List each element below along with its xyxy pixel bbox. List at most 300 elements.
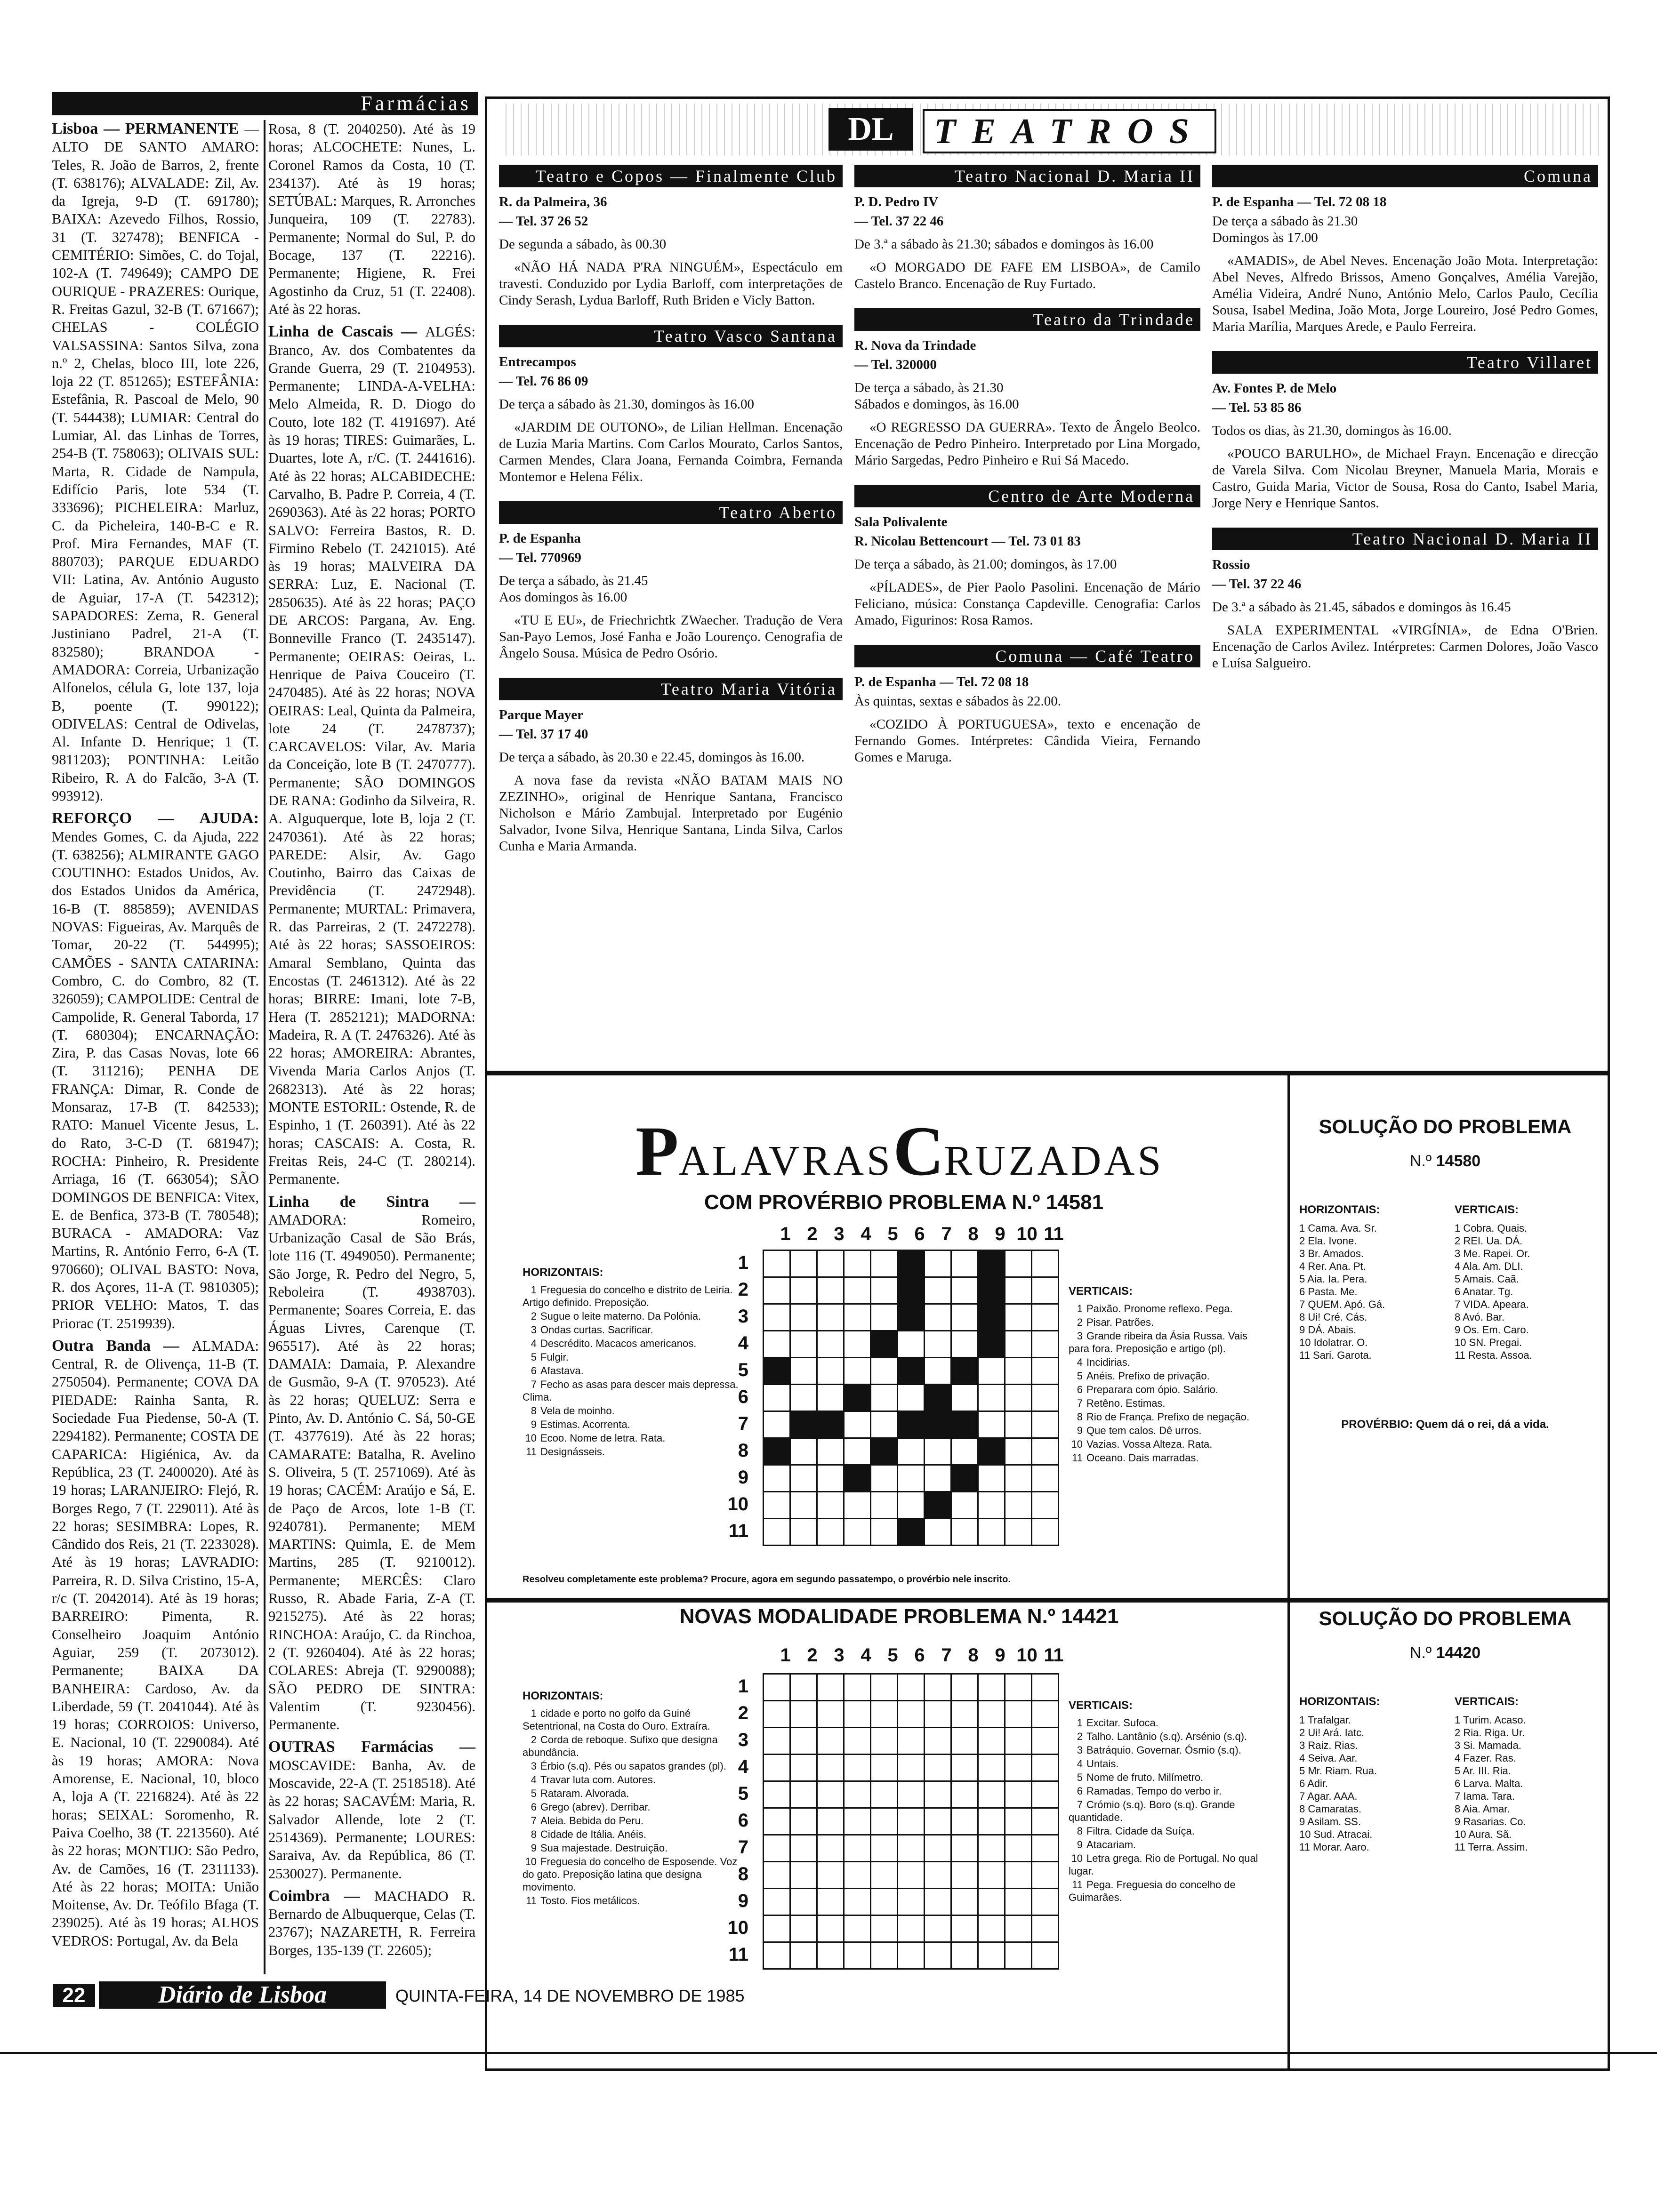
solution-entry: 10 Idolatrar. O. [1299, 1337, 1368, 1348]
logo-word-2: RUZADAS [944, 1138, 1164, 1184]
grid-cell [817, 1492, 844, 1519]
grid-cell [978, 1385, 1005, 1411]
grid-cell [925, 1755, 951, 1781]
clue: 7 Retêno. Estimas. [1069, 1397, 1271, 1410]
theatre-phone: — Tel. 37 26 52 [499, 214, 588, 229]
grid-cell [817, 1358, 844, 1385]
grid-cell [764, 1385, 790, 1411]
grid-cell [1005, 1942, 1032, 1969]
theatres-column-3 [1212, 165, 1598, 688]
pharmacy-section [268, 323, 475, 1188]
grid-cell [951, 1728, 978, 1755]
clue-number: 5 [1077, 1370, 1083, 1382]
column-number: 3 [834, 1645, 845, 1666]
grid-cell [898, 1438, 925, 1465]
crossword2-grid [763, 1673, 1059, 1970]
grid-cell [790, 1701, 817, 1728]
grid-cell [925, 1942, 951, 1969]
grid-cell [1032, 1250, 1059, 1277]
clue-number: 9 [531, 1842, 537, 1854]
banner-logo: DL [828, 108, 913, 151]
theatre-phone: R. Nicolau Bettencourt — Tel. 73 01 83 [854, 534, 1081, 549]
solution-number [1299, 1644, 1591, 1662]
pharmacies-column-1 [52, 120, 259, 1955]
grid-cell [764, 1465, 790, 1492]
grid-cell [951, 1465, 978, 1492]
grid-cell [1032, 1358, 1059, 1385]
clue-list [523, 1707, 744, 1907]
crossword1-verticais [1069, 1285, 1271, 1465]
grid-cell [790, 1519, 817, 1546]
grid-cell [790, 1492, 817, 1519]
grid-cell [1005, 1915, 1032, 1942]
solution-entry: 11 Morar. Aaro. [1299, 1841, 1369, 1853]
grid-cell [978, 1755, 1005, 1781]
clue-number: 6 [531, 1365, 537, 1377]
grid-cell [817, 1438, 844, 1465]
grid-cell [978, 1915, 1005, 1942]
pharmacy-section [52, 1337, 259, 1950]
clue: 3 Érbio (s.q). Pés ou sapatos grandes (pl). [523, 1760, 744, 1772]
pharmacy-section-text: AMADORA: Romeiro, Urbanização Casal de São Brás, lote 116 (T. 4949050). Permanente; São Jorge, R. Pedro del Negro, 5, Reboleira (T. 4938703). Permanente; Soares Correia, E. das Águas Livres, Carenque (T. 965517). Até às 22 horas; DAMAIA: Damaia, P. Alexandre de Gusmão, 9-A (T. 970523). Até às 22 horas; QUELUZ: Serra e Pinto, Av. D. António C. Sá, 50-GE (T. 4377619). Até às 22 horas; CAMARATE: Batalha, R. Avelino S. Oliveira, 5 (T. 2571069). Até às 19 horas; CACÉM: Araújo e Sá, E. de Paço de Arcos, lote 1-B (T. 9240781). Permanente; MEM MARTINS: Quimla, E. de Mem Martins, 285 (T. 9210012). Permanente; MERCÊS: Claro Russo, R. Abade Faria, Z-A (T. 9215275). Até às 22 horas; RINCHOA: Araújo, C. da Rinchoa, 2 (T. 9260404). Até às 22 horas; COLARES: Abreja (T. 9290088); SÃO PEDRO DE SINTRA: Valentim (T. 9230456). Permanente. [268, 1211, 475, 1733]
crossword2-verticais [1069, 1699, 1271, 1905]
grid-cell [844, 1331, 871, 1358]
clue-number: 6 [1077, 1785, 1083, 1797]
solution1 [1299, 1115, 1591, 1431]
row-number: 10 [727, 1494, 748, 1515]
pharmacy-section [268, 1738, 475, 1882]
grid-cell [844, 1519, 871, 1546]
column-number: 10 [1016, 1645, 1038, 1666]
clue: 5 Rataram. Alvorada. [523, 1787, 744, 1800]
grid-cell [844, 1862, 871, 1889]
pharmacy-section-title: Lisboa — PERMANENTE [52, 120, 245, 137]
column-number: 1 [780, 1224, 791, 1244]
clue: 8 Cidade de Itália. Anéis. [523, 1828, 744, 1841]
theatre-schedule: De 3.ª a sábado às 21.45, sábados e domingos às 16.45 [1212, 600, 1511, 615]
solution2 [1299, 1607, 1591, 1853]
theatre-listing [499, 678, 843, 855]
grid-cell [871, 1519, 898, 1546]
solution-entry: 1 Cobra. Quais. [1455, 1222, 1528, 1234]
theatre-phone: — Tel. 37 22 46 [854, 214, 944, 229]
grid-cell [1032, 1331, 1059, 1358]
grid-cell [978, 1277, 1005, 1304]
clue-number: 4 [531, 1338, 537, 1349]
grid-cell [978, 1358, 1005, 1385]
theatre-address: P. de Espanha — Tel. 72 08 18 [1212, 194, 1387, 209]
grid-cell [871, 1465, 898, 1492]
grid-cell [844, 1942, 871, 1969]
grid-cell [898, 1465, 925, 1492]
solution-entry: 5 Amais. Caã. [1455, 1273, 1519, 1285]
grid-cell [871, 1835, 898, 1862]
grid-cell [978, 1438, 1005, 1465]
solution-entry: 9 DÁ. Abais. [1299, 1324, 1357, 1336]
crossword1-footer-note: Resolveu completamente este problema? Procure, agora em segundo passatempo, o provérbio nele inscrito. [523, 1574, 1011, 1585]
pharmacy-section-title: Linha de Cascais — [268, 323, 426, 341]
solution-title: SOLUÇÃO DO PROBLEMA [1319, 1607, 1572, 1629]
grid-cell [898, 1277, 925, 1304]
theatre-play-description: «PÍLADES», de Pier Paolo Pasolini. Encenação de Mário Feliciano, música: Constança Capdeville. Cenografia: Carlos Amado, Figurinos: Rosa Ramos. [854, 580, 1200, 628]
grid-cell [925, 1277, 951, 1304]
clue-number: 7 [1077, 1397, 1083, 1409]
theatre-name: Teatro Villaret [1212, 351, 1598, 374]
grid-cell [817, 1835, 844, 1862]
solution-number-prefix: N.º [1409, 1152, 1436, 1170]
grid-cell [1032, 1674, 1059, 1701]
pharmacy-section-text: Mendes Gomes, C. da Ajuda, 222 (T. 638256); ALMIRANTE GAGO COUTINHO: Estados Unidos, Av. dos Estados Unidos da América, 16-B (T. 885859); AVENIDAS NOVAS: Figueiras, Av. Marquês de Tomar, 20-22 (T. 544995); CAMÕES - SANTA CATARINA: Combro, C. do Combro, 82 (T. 326059); CAMPOLIDE: Central de Campolide, R. General Taborda, 17 (T. 680304); ENCARNAÇÃO: Zira, P. das Casas Novas, lote 66 (T. 311216); PENHA DE FRANÇA: Dimar, R. Conde de Monsaraz, 17-B (T. 842533); RATO: Manuel Vicente Jesus, L. do Rato, 3-C-D (T. 681947); ROCHA: Pinheiro, R. Presidente Arriaga, 16 (T. 663054); SÃO DOMINGOS DE BENFICA: Vitex, E. de Benfica, 373-B (T. 780548); BURACA - AMADORA: Vaz Martins, R. António Ferro, 6-A (T. 970660); OLIVAL BASTO: Nova, R. dos Açores, 11-A (T. 9810305); PRIOR VELHO: Matos, T. das Priorас (T. 2519939). [52, 828, 259, 1331]
clue: 5 Anéis. Prefixo de privação. [1069, 1370, 1271, 1382]
column-number: 7 [941, 1224, 952, 1244]
grid-cell [898, 1915, 925, 1942]
solution-entry: 8 Ui! Cré. Cás. [1299, 1311, 1367, 1323]
grid-cell [1032, 1889, 1059, 1915]
theatre-address: P. D. Pedro IV [854, 194, 939, 209]
grid-cell [978, 1889, 1005, 1915]
clue-number: 5 [531, 1351, 537, 1363]
theatre-play-description: SALA EXPERIMENTAL «VIRGÍNIA», de Edna O'Brien. Encenação de Carlos Avilez. Intérpretes: Carmen Dolores, João Vasco e Luísa Salgueiro. [1212, 623, 1598, 671]
clue-number: 7 [531, 1815, 537, 1827]
grid-cell [951, 1331, 978, 1358]
grid-cell [790, 1411, 817, 1438]
clue: 9 Que tem calos. Dê urros. [1069, 1424, 1271, 1437]
clue-number: 9 [1077, 1839, 1083, 1851]
crossword2-column-numbers [772, 1645, 1067, 1666]
theatre-schedule: De segunda a sábado, às 00.30 [499, 237, 667, 252]
column-number: 2 [807, 1224, 818, 1244]
theatre-listing [854, 645, 1200, 766]
grid-cell [817, 1889, 844, 1915]
pharmacy-section [52, 120, 259, 805]
grid-cell [817, 1808, 844, 1835]
row-number: 7 [738, 1837, 748, 1858]
grid-cell [951, 1411, 978, 1438]
clue-number: 9 [531, 1419, 537, 1430]
row-number: 11 [728, 1944, 748, 1965]
theatre-play-description: A nova fase da revista «NÃO BATAM MAIS NO ZEZINHO», original de Henrique Santana, Francisco Nicholson e Mário Zambujal. Interpretado por Eugénio Salvador, Ivone Silva, Henrique Santana, Linda Silva, Carlos Cunha e Maria Armanda. [499, 773, 843, 854]
grid-cell [844, 1438, 871, 1465]
solution-entry: 6 Anatar. Tg. [1455, 1286, 1513, 1298]
clue: 3 Ondas curtas. Sacrificar. [523, 1323, 744, 1336]
grid-cell [925, 1889, 951, 1915]
grid-cell [978, 1808, 1005, 1835]
grid-cell [871, 1728, 898, 1755]
grid-cell [925, 1250, 951, 1277]
column-number: 11 [1044, 1645, 1064, 1666]
solution-entry: 8 Camaratas. [1299, 1803, 1362, 1815]
column-number: 11 [1044, 1224, 1064, 1244]
grid-cell [764, 1438, 790, 1465]
row-number: 1 [738, 1252, 748, 1273]
solution-entry: 1 Cama. Ava. Sr. [1299, 1222, 1377, 1234]
solution-entry: 4 Ala. Am. DLI. [1455, 1260, 1523, 1272]
clue-number: 1 [531, 1284, 537, 1296]
grid-cell [978, 1492, 1005, 1519]
theatre-schedule: De 3.ª a sábado às 21.30; sábados e domingos às 16.00 [854, 237, 1154, 252]
bottom-rule [0, 2052, 1657, 2054]
grid-cell [925, 1701, 951, 1728]
grid-cell [978, 1304, 1005, 1331]
theatres-banner [499, 104, 1601, 155]
crossword-logo [635, 1111, 1164, 1190]
grid-cell [1032, 1411, 1059, 1438]
theatre-schedule: De terça a sábado às 21.30, domingos às 16.00 [499, 397, 755, 412]
grid-cell [978, 1331, 1005, 1358]
grid-cell [790, 1385, 817, 1411]
grid-cell [844, 1808, 871, 1835]
solution-title: SOLUÇÃO DO PROBLEMA [1319, 1115, 1572, 1138]
clue: 11 Pega. Freguesia do concelho de Guimarães. [1069, 1879, 1236, 1903]
grid-cell [951, 1835, 978, 1862]
grid-cell [764, 1728, 790, 1755]
banner-title: TEATROS [923, 109, 1216, 153]
grid-cell [1005, 1385, 1032, 1411]
grid-cell [925, 1835, 951, 1862]
clue: 7 Aleia. Bebida do Peru. [523, 1814, 744, 1827]
grid-cell [790, 1277, 817, 1304]
pharmacy-section-title: REFORÇO — AJUDA: [52, 809, 259, 827]
solution-entry: 6 Pasta. Me. [1299, 1286, 1358, 1298]
clue-list [523, 1283, 744, 1458]
grid-cell [790, 1755, 817, 1781]
grid-cell [925, 1465, 951, 1492]
theatre-play-description: «JARDIM DE OUTONO», de Lilian Hellman. Encenação de Luzia Maria Martins. Com Carlos Mourato, Carlos Santos, Carmen Mendes, Clara Joana, Fernanda Coimbra, Fernanda Montemor e Helena Félix. [499, 420, 843, 484]
grid-cell [898, 1942, 925, 1969]
grid-cell [951, 1438, 978, 1465]
theatre-listing [499, 501, 843, 662]
row-number: 11 [728, 1521, 748, 1541]
grid-cell [871, 1942, 898, 1969]
theatre-phone: — Tel. 320000 [854, 357, 937, 372]
solution-entry: 9 Rasarias. Co. [1455, 1816, 1526, 1827]
solution-entry: 11 Terra. Assim. [1455, 1841, 1528, 1853]
solution-number [1299, 1152, 1591, 1170]
theatre-address: Entrecampos [499, 354, 576, 369]
grid-cell [1005, 1889, 1032, 1915]
clue-list [1069, 1716, 1271, 1904]
solution-entry: 4 Rer. Ana. Pt. [1299, 1260, 1366, 1272]
grid-cell [871, 1358, 898, 1385]
pharmacy-section-title: Linha de Sintra — [268, 1193, 475, 1210]
theatre-name: Comuna [1212, 165, 1598, 187]
grid-cell [925, 1411, 951, 1438]
solution-entry: 8 Aia. Amar. [1455, 1803, 1510, 1815]
solution-entry: 9 Asilam. SS. [1299, 1816, 1361, 1827]
grid-cell [871, 1385, 898, 1411]
grid-cell [844, 1701, 871, 1728]
solution-entry: 2 Ria. Riga. Ur. [1455, 1727, 1525, 1739]
clue-number: 2 [531, 1734, 537, 1746]
grid-cell [790, 1728, 817, 1755]
solution-heading: VERTICAIS: [1455, 1203, 1519, 1216]
grid-cell [951, 1385, 978, 1411]
clue: 2 Corda de reboque. Sufixo que designa abundância. [523, 1734, 718, 1758]
clue-number: 4 [1077, 1356, 1083, 1368]
clue-number: 2 [1077, 1316, 1083, 1328]
clue: 10 Ecoo. Nome de letra. Rata. [523, 1432, 744, 1444]
solution-entry: 1 Trafalgar. [1299, 1714, 1351, 1726]
grid-cell [925, 1304, 951, 1331]
pharmacy-section [268, 120, 475, 318]
grid-cell [1005, 1674, 1032, 1701]
grid-cell [1032, 1755, 1059, 1781]
grid-cell [898, 1862, 925, 1889]
grid-cell [951, 1250, 978, 1277]
clue-number: 11 [526, 1446, 537, 1458]
solution-entry: 3 Me. Rapei. Or. [1455, 1248, 1530, 1259]
crossword1-grid [763, 1250, 1059, 1546]
column-number: 4 [861, 1645, 871, 1666]
grid-cell [871, 1411, 898, 1438]
column-number: 2 [807, 1645, 818, 1666]
grid-cell [871, 1862, 898, 1889]
theatre-name: Teatro da Trindade [854, 308, 1200, 331]
clues-heading: VERTICAIS: [1069, 1285, 1133, 1298]
clue: 10 Freguesia do concelho de Esposende. Voz do gato. Preposição latina que designa movimento. [523, 1856, 738, 1893]
clue: 3 Grande ribeira da Ásia Russa. Vais para fora. Preposição e artigo (pl). [1069, 1330, 1247, 1354]
grid-cell [1032, 1942, 1059, 1969]
grid-cell [790, 1835, 817, 1862]
theatre-schedule: De terça a sábado, às 21.30 Sábados e domingos, às 16.00 [854, 380, 1019, 412]
grid-cell [844, 1277, 871, 1304]
grid-cell [764, 1942, 790, 1969]
grid-cell [951, 1701, 978, 1728]
clue: 7 Crómio (s.q). Boro (s.q). Grande quantidade. [1069, 1799, 1235, 1823]
grid-cell [790, 1250, 817, 1277]
grid-cell [1005, 1250, 1032, 1277]
grid-cell [925, 1358, 951, 1385]
grid-cell [951, 1519, 978, 1546]
clue: 7 Fecho as asas para descer mais depressa. Clima. [523, 1378, 739, 1403]
column-number: 7 [941, 1645, 952, 1666]
grid-cell [844, 1674, 871, 1701]
grid-cell [790, 1438, 817, 1465]
grid-cell [925, 1862, 951, 1889]
grid-cell [978, 1250, 1005, 1277]
clue: 9 Atacariam. [1069, 1838, 1271, 1851]
masthead: Diário de Lisboa [99, 1981, 386, 2009]
grid-cell [898, 1889, 925, 1915]
grid-cell [871, 1701, 898, 1728]
grid-cell [764, 1250, 790, 1277]
grid-cell [1032, 1492, 1059, 1519]
grid-cell [951, 1755, 978, 1781]
row-number: 4 [738, 1756, 748, 1777]
grid-cell [764, 1358, 790, 1385]
theatre-phone: — Tel. 770969 [499, 550, 581, 565]
grid-cell [790, 1674, 817, 1701]
grid-cell [1005, 1808, 1032, 1835]
solution-entry: 7 Iama. Tara. [1455, 1790, 1515, 1802]
grid-cell [817, 1862, 844, 1889]
clue-number: 8 [531, 1405, 537, 1417]
pharmacy-section-text: ALGÉS: Branco, Av. dos Combatentes da Grande Guerra, 29 (T. 2104953). Permanente; LINDA-A-VELHA: Melo Almeida, R. D. Diogo do Couto, lote 182 (T. 4191697). Até às 19 horas; TIRES: Guimarães, L. Duartes, lote A, r/C. (T. 2441616). Até às 22 horas; ALCABIDECHE: Carvalho, B. Padre P. Correia, 4 (T. 2690363). Até às 22 horas; PORTO SALVO: Ferreira Bastos, R. D. Firmino Rebelo (T. 2421015). Até às 19 horas; MALVEIRA DA SERRA: Luz, E. Nacional (T. 2850635). Até às 22 horas; PAÇO DE ARCOS: Pargana, Av. Eng. Bonneville Franco (T. 2435147). Permanente; OEIRAS: Oeiras, L. Henrique de Paiva Couceiro (T. 2470485). Até às 22 horas; NOVA OEIRAS: Leal, Quinta da Palmeira, lote 24 (T. 2478737); CARCAVELOS: Vilar, Av. Maria da Conceição, lote B (T. 2470777). Permanente; SÃO DOMINGOS DE RANA: Godinho da Silveira, R. A. Alguquerque, lote B, loja 2 (T. 2470361). Até às 22 horas; PAREDE: Alsir, Av. Gago Coutinho, Bairro das Caixas de Previdência (T. 2472948). Permanente; MURTAL: Primavera, R. das Parreiras, 2 (T. 2472278). Até às 22 horas; SASSOEIROS: Amaral Semblano, Quinta das Encostas (T. 2461312). Até às 22 horas; BIRRE: Imani, lote 7-B, Hera (T. 2852121); MADORNA: Madeira, R. A (T. 2476326). Até às 22 horas; AMOREIRA: Abrantes, Vivenda Maria Carlos Anjos (T. 2682313). Até às 22 horas; MONTE ESTORIL: Ostende, R. de Espinho, 1 (T. 260391). Até às 22 horas; CASCAIS: A. Costa, R. Freitas Reis, 24-C (T. 280214). Permanente. [268, 324, 475, 1187]
grid-cell [978, 1701, 1005, 1728]
grid-cell [817, 1942, 844, 1969]
theatre-address: P. de Espanha [499, 531, 581, 546]
grid-cell [898, 1250, 925, 1277]
solution-entry: 6 Larva. Malta. [1455, 1778, 1523, 1789]
grid-cell [951, 1674, 978, 1701]
theatre-play-description: «O MORGADO DE FAFE EM LISBOA», de Camilo Castelo Branco. Encenação de Ruy Furtado. [854, 260, 1200, 291]
grid-cell [817, 1519, 844, 1546]
theatre-address: Av. Fontes P. de Melo [1212, 381, 1337, 396]
grid-cell [925, 1438, 951, 1465]
grid-cell [951, 1915, 978, 1942]
grid-cell [790, 1862, 817, 1889]
solution-entry: 5 Aia. Ia. Pera. [1299, 1273, 1367, 1285]
grid-cell [951, 1277, 978, 1304]
grid-cell [951, 1889, 978, 1915]
grid-cell [817, 1304, 844, 1331]
column-number: 6 [914, 1645, 925, 1666]
grid-cell [790, 1915, 817, 1942]
solution-entry: 6 Adir. [1299, 1778, 1328, 1789]
theatre-play-description: «NÃO HÁ NADA P'RA NINGUÉM», Espectáculo em travesti. Conduzido por Lydia Barloff, com interpretações de Cindy Serash, Lydua Barloff, Ruth Briden e Vicly Batton. [499, 260, 843, 308]
clue: 11 Designásseis. [523, 1445, 744, 1458]
row-number: 8 [738, 1440, 748, 1461]
clue-number: 7 [1077, 1799, 1083, 1811]
clue-number: 1 [531, 1707, 537, 1719]
grid-cell [817, 1781, 844, 1808]
clue-number: 3 [531, 1760, 537, 1772]
grid-cell [764, 1304, 790, 1331]
theatre-phone: — Tel. 37 22 46 [1212, 577, 1302, 592]
grid-cell [898, 1755, 925, 1781]
clue: 11 Tosto. Fios metálicos. [523, 1894, 744, 1907]
solution-number-value: 14580 [1436, 1152, 1481, 1170]
grid-cell [925, 1808, 951, 1835]
logo-letter-c: C [893, 1112, 944, 1190]
grid-cell [951, 1781, 978, 1808]
grid-cell [764, 1755, 790, 1781]
grid-cell [790, 1465, 817, 1492]
clue: 6 Ramadas. Tempo do verbo ir. [1069, 1785, 1271, 1797]
grid-cell [817, 1701, 844, 1728]
theatre-play-description: «POUCO BARULHO», de Michael Frayn. Encenação e direcção de Varela Silva. Com Nicolau Breyner, Manuela Maria, Morais e Castro, Guida Maria, Victor de Sousa, Rosa do Canto, Isabel Maria, Jorge Nery e Henrique Santos. [1212, 446, 1598, 511]
solution-column [1455, 1203, 1591, 1362]
theatre-listing [854, 165, 1200, 292]
grid-cell [817, 1331, 844, 1358]
clue: 5 Nome de fruto. Milímetro. [1069, 1771, 1271, 1784]
column-number: 3 [834, 1224, 845, 1244]
column-number: 10 [1016, 1224, 1038, 1244]
crossword2-horizontais [523, 1690, 744, 1908]
grid-cell [925, 1492, 951, 1519]
grid-cell [1005, 1411, 1032, 1438]
clue: 9 Estimas. Acorrenta. [523, 1418, 744, 1431]
column-number: 4 [861, 1224, 871, 1244]
grid-cell [898, 1385, 925, 1411]
clue: 4 Incidirias. [1069, 1356, 1271, 1369]
solution-entry: 10 Aura. Sã. [1455, 1828, 1512, 1840]
row-number: 5 [738, 1783, 748, 1804]
grid-cell [978, 1835, 1005, 1862]
column-number: 1 [780, 1645, 791, 1666]
grid-cell [1032, 1385, 1059, 1411]
grid-cell [871, 1808, 898, 1835]
clue: 1 Paixão. Pronome reflexo. Pega. [1069, 1302, 1271, 1315]
clue: 4 Untais. [1069, 1757, 1271, 1770]
pharmacy-section-text: ALMADA: Central, R. de Olivença, 11-B (T. 2750504). Permanente; COVA DA PIEDADE: Rainha Santa, R. Sociedade Fua Piedense, 50-A (T. 2294182). Permanente; COSTA DE CAPARICA: Higiénica, Av. da República, 23 (T. 2400020). Até às 19 horas; LARANJEIRO: Flejó, R. Borges Rego, 7 (T. 229011). Até às 22 horas; SESIMBRA: Lopes, R. Cândido dos Reis, 21 (T. 2233028). Até às 19 horas; LAVRADIO: Parreira, R. D. Silva Cristino, 15-A, r/c (T. 2042014). Até às 19 horas; BARREIRO: Pimenta, R. Conselheiro Joaquim António Aguiar, 259 (T. 2073012). Permanente; BAIXA DA BANHEIRA: Cardoso, Av. da Liberdade, 59 (T. 2041044). Até às 19 horas; CORROIOS: Universo, E. Nacional, 10 (T. 2290084). Até às 19 horas; AMORA: Nova Amorense, E. Nacional, 10, bloco A, loja A (T. 2216824). Até às 22 horas; SEIXAL: Soromenho, R. Paiva Coelho, 38 (T. 2213560). Até às 22 horas; MONTIJO: São Pedro, Av. de Camões, 16 (T. 2311133). Até às 22 horas; MOITA: União Moitense, Av. Dr. Teófilo Bfaga (T. 239025). Até às 19 horas; ALHOS VEDROS: Portugal, Av. da Bela [52, 1338, 259, 1949]
theatre-play-description: «O REGRESSO DA GUERRA». Texto de Ângelo Beolco. Encenação de Pedro Pinheiro. Interpretado por Lina Morgado, Mário Sargedas, Pedro Pinheiro e Rui Sá Macedo. [854, 420, 1200, 468]
grid-cell [844, 1889, 871, 1915]
grid-cell [844, 1411, 871, 1438]
grid-cell [1032, 1915, 1059, 1942]
grid-cell [871, 1331, 898, 1358]
grid-cell [871, 1277, 898, 1304]
